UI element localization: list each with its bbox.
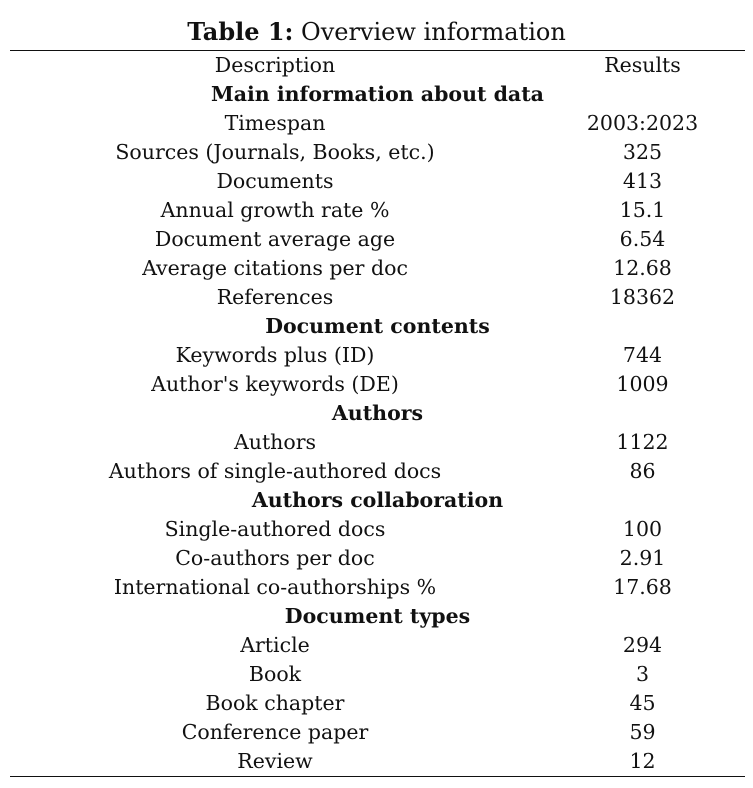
cell-description: Document average age (154, 227, 396, 251)
cell-result: 17.68 (613, 575, 672, 599)
table-row (10, 370, 745, 399)
table-row (10, 225, 745, 254)
cell-description: Sources (Journals, Books, etc.) (115, 140, 435, 164)
section-header-row (10, 80, 745, 109)
cell-description: Average citations per doc (142, 256, 408, 280)
table-row (10, 196, 745, 225)
cell-result: 12 (629, 749, 656, 773)
table-row (10, 254, 745, 283)
table-row (10, 573, 745, 602)
cell-result: 2.91 (619, 546, 666, 570)
cell-result: 744 (622, 343, 663, 367)
table-row (10, 689, 745, 718)
table-caption-text: Overview information (293, 18, 566, 46)
cell-result: 325 (622, 140, 663, 164)
cell-result: 1122 (616, 430, 669, 454)
cell-result: 59 (629, 720, 656, 744)
cell-description: References (216, 285, 334, 309)
section-header-row (10, 399, 745, 428)
table-row (10, 515, 745, 544)
table-row (10, 341, 745, 370)
cell-result: 2003:2023 (586, 111, 699, 135)
cell-description: Conference paper (181, 720, 369, 744)
cell-result: 6.54 (619, 227, 666, 251)
table-row (10, 428, 745, 457)
table-row (10, 718, 745, 747)
section-header: Main information about data (211, 82, 544, 106)
table-row (10, 283, 745, 312)
table-row (10, 109, 745, 138)
table-row (10, 631, 745, 660)
section-header: Authors (331, 401, 424, 425)
cell-result: 413 (622, 169, 663, 193)
table-row (10, 138, 745, 167)
column-header-results: Results (604, 53, 681, 77)
section-header: Document types (284, 604, 471, 628)
table-row (10, 167, 745, 196)
cell-description: Documents (216, 169, 334, 193)
cell-result: 45 (629, 691, 656, 715)
cell-description: Review (237, 749, 313, 773)
overview-table (10, 51, 745, 776)
table-row (10, 544, 745, 573)
section-header: Authors collaboration (251, 488, 504, 512)
section-header-row (10, 602, 745, 631)
cell-description: Keywords plus (ID) (175, 343, 375, 367)
table-body (10, 80, 745, 776)
table-bottom-rule (10, 776, 745, 777)
section-header-row (10, 486, 745, 515)
cell-result: 86 (629, 459, 656, 483)
section-header-row (10, 312, 745, 341)
cell-description: International co-authorships % (113, 575, 437, 599)
cell-description: Book chapter (205, 691, 345, 715)
table-caption (0, 15, 753, 49)
cell-description: Single-authored docs (164, 517, 386, 541)
cell-result: 100 (622, 517, 663, 541)
cell-description: Book (248, 662, 302, 686)
cell-description: Timespan (224, 111, 326, 135)
column-header-description: Description (214, 53, 336, 77)
table-row (10, 457, 745, 486)
cell-description: Annual growth rate % (160, 198, 390, 222)
cell-result: 15.1 (619, 198, 666, 222)
section-header: Document contents (265, 314, 490, 338)
cell-result: 294 (622, 633, 663, 657)
cell-description: Co-authors per doc (175, 546, 375, 570)
cell-description: Authors of single-authored docs (108, 459, 442, 483)
table-row (10, 747, 745, 776)
cell-result: 1009 (616, 372, 669, 396)
table-row (10, 660, 745, 689)
cell-result: 18362 (609, 285, 676, 309)
cell-description: Article (240, 633, 310, 657)
table-header (10, 51, 745, 80)
cell-result: 3 (635, 662, 650, 686)
cell-result: 12.68 (613, 256, 672, 280)
cell-description: Author's keywords (DE) (151, 372, 399, 396)
table-caption-label: Table 1: (187, 17, 294, 46)
table-header-row (10, 51, 745, 80)
cell-description: Authors (233, 430, 317, 454)
